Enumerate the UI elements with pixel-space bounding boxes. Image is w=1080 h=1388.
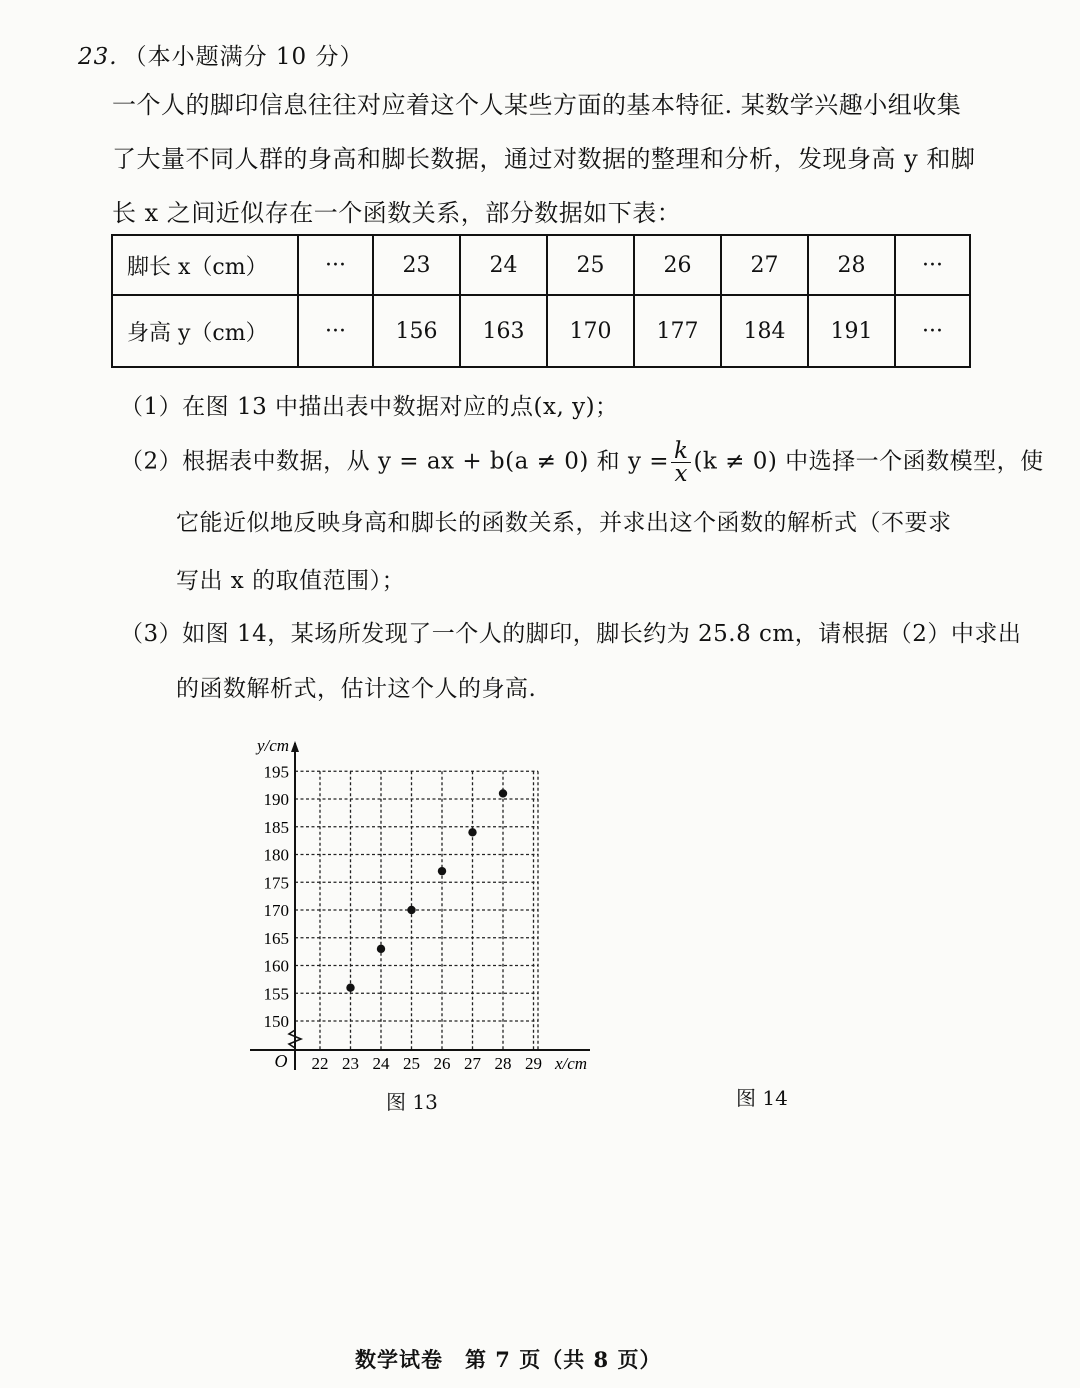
foot-length-label: 脚长 x（cm） bbox=[112, 235, 298, 295]
height-cell: 177 bbox=[634, 295, 721, 367]
ellipsis-cell: ··· bbox=[298, 295, 373, 367]
y-tick-label: 195 bbox=[263, 762, 289, 782]
x-tick-label: 28 bbox=[494, 1054, 512, 1073]
y-tick-label: 155 bbox=[263, 984, 289, 1004]
scatter-plot bbox=[240, 728, 610, 1078]
y-tick-label: 165 bbox=[263, 928, 289, 948]
foot-length-cell: 27 bbox=[721, 235, 808, 295]
sub-question-2-line2: 它能近似地反映身高和脚长的函数关系，并求出这个函数的解析式（不要求 bbox=[176, 510, 952, 536]
fraction-denominator: x bbox=[674, 461, 688, 487]
question-header bbox=[78, 38, 363, 71]
foot-length-cell: 26 bbox=[634, 235, 721, 295]
foot-length-row bbox=[112, 235, 970, 295]
y-tick-label: 150 bbox=[263, 1012, 289, 1031]
data-point bbox=[407, 906, 415, 914]
y-tick-label: 170 bbox=[263, 901, 289, 920]
x-tick-label: 23 bbox=[342, 1054, 359, 1073]
y-tick-label: 160 bbox=[263, 956, 289, 976]
height-row bbox=[112, 295, 970, 367]
y-tick-label: 175 bbox=[263, 873, 289, 893]
sub-question-2 bbox=[120, 440, 1044, 485]
foot-length-cell: 28 bbox=[808, 235, 895, 295]
y-tick-label: 180 bbox=[263, 845, 289, 865]
question-number: 23. bbox=[78, 44, 118, 70]
question-intro bbox=[112, 78, 982, 240]
x-tick-label: 29 bbox=[525, 1054, 542, 1073]
data-point bbox=[377, 945, 385, 953]
origin-label: O bbox=[274, 1051, 288, 1071]
data-point bbox=[499, 789, 507, 797]
height-cell: 156 bbox=[373, 295, 460, 367]
fraction-numerator: k bbox=[671, 440, 691, 463]
height-cell: 191 bbox=[808, 295, 895, 367]
x-tick-label: 22 bbox=[311, 1054, 329, 1073]
x-tick-label: 27 bbox=[464, 1054, 481, 1073]
foot-length-cell: 25 bbox=[547, 235, 634, 295]
x-axis-label: x/cm bbox=[554, 1054, 588, 1073]
sub-question-1: （1）在图 13 中描出表中数据对应的点(x, y)； bbox=[120, 394, 619, 420]
fraction-k-over-x bbox=[671, 440, 691, 485]
y-tick-label: 185 bbox=[263, 817, 289, 837]
y-tick-label: 190 bbox=[263, 790, 289, 809]
x-tick-label: 24 bbox=[372, 1054, 390, 1073]
intro-line: 了大量不同人群的身高和脚长数据，通过对数据的整理和分析，发现身高 y 和脚 bbox=[112, 145, 976, 173]
intro-line: 一个人的脚印信息往往对应着这个人某些方面的基本特征. 某数学兴趣小组收集 bbox=[112, 91, 962, 119]
x-tick-label: 26 bbox=[433, 1054, 451, 1073]
data-point bbox=[346, 984, 354, 992]
data-point bbox=[468, 828, 476, 836]
height-label: 身高 y（cm） bbox=[112, 295, 298, 367]
intro-line: 长 x 之间近似存在一个函数关系，部分数据如下表： bbox=[112, 199, 682, 227]
data-point bbox=[438, 867, 446, 875]
x-tick-label: 25 bbox=[403, 1054, 420, 1073]
y-axis-label: y/cm bbox=[256, 736, 290, 755]
question-score: （本小题满分 10 分） bbox=[123, 44, 364, 70]
foot-length-cell: 23 bbox=[373, 235, 460, 295]
ellipsis-cell: ··· bbox=[298, 235, 373, 295]
height-cell: 170 bbox=[547, 295, 634, 367]
y-axis-arrow bbox=[291, 741, 299, 752]
ellipsis-cell: ··· bbox=[895, 295, 970, 367]
sub-question-2-prefix: （2）根据表中数据，从 y = ax + b(a ≠ 0) 和 y = bbox=[120, 448, 670, 475]
data-table bbox=[111, 234, 971, 368]
sub-question-2-line3: 写出 x 的取值范围）； bbox=[176, 568, 406, 594]
figure-13-caption: 图 13 bbox=[386, 1090, 438, 1114]
ellipsis-cell: ··· bbox=[895, 235, 970, 295]
height-cell: 163 bbox=[460, 295, 547, 367]
sub-question-3-line2: 的函数解析式，估计这个人的身高. bbox=[176, 676, 537, 702]
sub-question-2-suffix: (k ≠ 0) 中选择一个函数模型，使 bbox=[693, 448, 1044, 475]
height-cell: 184 bbox=[721, 295, 808, 367]
sub-question-3: （3）如图 14，某场所发现了一个人的脚印，脚长约为 25.8 cm，请根据（2）中求出 bbox=[120, 621, 1022, 647]
page-footer: 数学试卷 第 7 页（共 8 页） bbox=[355, 1347, 662, 1372]
figure-14-caption: 图 14 bbox=[736, 1086, 788, 1110]
figure-13-chart bbox=[240, 728, 610, 1078]
foot-length-cell: 24 bbox=[460, 235, 547, 295]
